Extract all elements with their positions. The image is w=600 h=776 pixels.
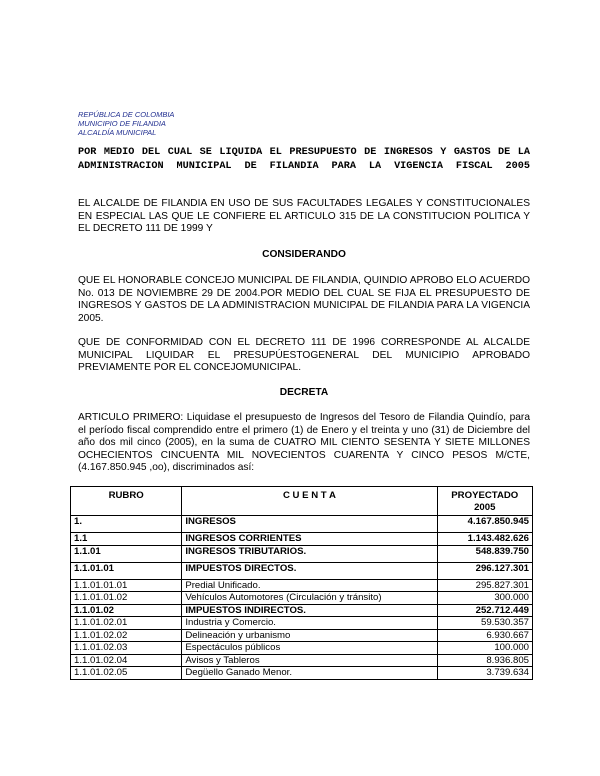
cuenta-cell: IMPUESTOS DIRECTOS. <box>182 562 437 579</box>
cuenta-cell: Delineación y urbanismo <box>182 629 437 642</box>
table-header-row <box>71 487 533 516</box>
letterhead-country: REPÚBLICA DE COLOMBIA <box>78 110 175 119</box>
table-row <box>71 545 533 562</box>
rubro-cell: 1.1.01.02.05 <box>71 667 182 680</box>
valor-cell: 1.143.482.626 <box>437 533 532 546</box>
valor-cell: 3.739.634 <box>437 667 532 680</box>
cuenta-cell: Degüello Ganado Menor. <box>182 667 437 680</box>
cuenta-cell: INGRESOS <box>182 516 437 533</box>
valor-cell: 548.839.750 <box>437 545 532 562</box>
cuenta-cell: INGRESOS TRIBUTARIOS. <box>182 545 437 562</box>
header-proyectado: PROYECTADO 2005 <box>437 487 532 516</box>
rubro-cell: 1.1.01.02.03 <box>71 642 182 655</box>
table-row <box>71 516 533 533</box>
valor-cell: 300.000 <box>437 592 532 605</box>
articulo-primero: ARTICULO PRIMERO: Liquidase el presupuesto de Ingresos del Tesoro de Filandia Quindío, para el período fiscal comprendido entre el primero (1) de Enero y el treinta y uno (31) de Diciembre del año dos mil cinco (2005), en la suma de CUATRO MIL CIENTO SESENTA Y SIETE MILLONES OCHECIENTOS CINCUENTA MIL NOVECIENTOS CUARENTA Y CINCO PESOS M/CTE, (4.167.850.945 ,oo), discriminados así: <box>78 412 530 473</box>
rubro-cell: 1.1.01.02 <box>71 604 182 617</box>
letterhead <box>78 110 174 137</box>
cuenta-cell: Industria y Comercio. <box>182 617 437 630</box>
valor-cell: 59.530.357 <box>437 617 532 630</box>
valor-cell: 4.167.850.945 <box>437 516 532 533</box>
considerando-paragraph-1: QUE EL HONORABLE CONCEJO MUNICIPAL DE FILANDIA, QUINDIO APROBO ELO ACUERDO No. 013 DE NOVIEMBRE 29 DE 2004.POR MEDIO DEL CUAL SE FIJA EL PRESUPUESTO DE INGRESOS Y GASTOS DE LA ADMINISTRACION MUNICIPAL DE FILANDIA PARA LA VIGENCIA 2005. <box>78 275 530 324</box>
table-row <box>71 579 533 592</box>
table-row <box>71 654 533 667</box>
valor-cell: 252.712.449 <box>437 604 532 617</box>
rubro-cell: 1.1.01.02.04 <box>71 654 182 667</box>
rubro-cell: 1.1.01 <box>71 545 182 562</box>
considerando-paragraph-2: QUE DE CONFORMIDAD CON EL DECRETO 111 DE 1996 CORRESPONDE AL ALCALDE MUNICIPAL LIQUIDAR EL PRESUPÚESTOGENERAL DEL MUNICIPIO APROBADO PREVIAMENTE POR EL CONCEJOMUNICIPAL. <box>78 337 530 373</box>
cuenta-cell: Avisos y Tableros <box>182 654 437 667</box>
cuenta-cell: IMPUESTOS INDIRECTOS. <box>182 604 437 617</box>
cuenta-cell: Vehículos Automotores (Circulación y tránsito) <box>182 592 437 605</box>
rubro-cell: 1.1 <box>71 533 182 546</box>
header-cuenta: C U E N T A <box>182 487 437 516</box>
valor-cell: 296.127.301 <box>437 562 532 579</box>
cuenta-cell: Espectáculos públicos <box>182 642 437 655</box>
table-row <box>71 617 533 630</box>
cuenta-cell: Predial Unificado. <box>182 579 437 592</box>
rubro-cell: 1.1.01.01 <box>71 562 182 579</box>
rubro-cell: 1.1.01.01.01 <box>71 579 182 592</box>
considerando-heading: CONSIDERANDO <box>262 249 346 260</box>
rubro-cell: 1.1.01.01.02 <box>71 592 182 605</box>
budget-table <box>70 486 533 680</box>
valor-cell: 8.936.805 <box>437 654 532 667</box>
table-row <box>71 642 533 655</box>
rubro-cell: 1.1.01.02.01 <box>71 617 182 630</box>
rubro-cell: 1.1.01.02.02 <box>71 629 182 642</box>
valor-cell: 6.930.667 <box>437 629 532 642</box>
table-row <box>71 562 533 579</box>
letterhead-office: ALCALDÍA MUNICIPAL <box>78 128 157 137</box>
table-row <box>71 533 533 546</box>
intro-paragraph: EL ALCALDE DE FILANDIA EN USO DE SUS FACULTADES LEGALES Y CONSTITUCIONALES EN ESPECIAL LAS QUE LE CONFIERE EL ARTICULO 315 DE LA CONSTITUCION POLITICA Y EL DECRETO 111 DE 1999 Y <box>78 198 530 234</box>
table-row <box>71 592 533 605</box>
table-row <box>71 667 533 680</box>
valor-cell: 100.000 <box>437 642 532 655</box>
document-title: POR MEDIO DEL CUAL SE LIQUIDA EL PRESUPUESTO DE INGRESOS Y GASTOS DE LA ADMINISTRACION MUNICIPAL DE FILANDIA PARA LA VIGENCIA FISCAL 2005 <box>78 147 530 172</box>
table-row <box>71 629 533 642</box>
letterhead-municipality: MUNICIPIO DE FILANDIA <box>78 119 166 128</box>
header-rubro: RUBRO <box>71 487 182 516</box>
valor-cell: 295.827.301 <box>437 579 532 592</box>
rubro-cell: 1. <box>71 516 182 533</box>
table-row <box>71 604 533 617</box>
cuenta-cell: INGRESOS CORRIENTES <box>182 533 437 546</box>
decreta-heading: DECRETA <box>279 387 329 398</box>
